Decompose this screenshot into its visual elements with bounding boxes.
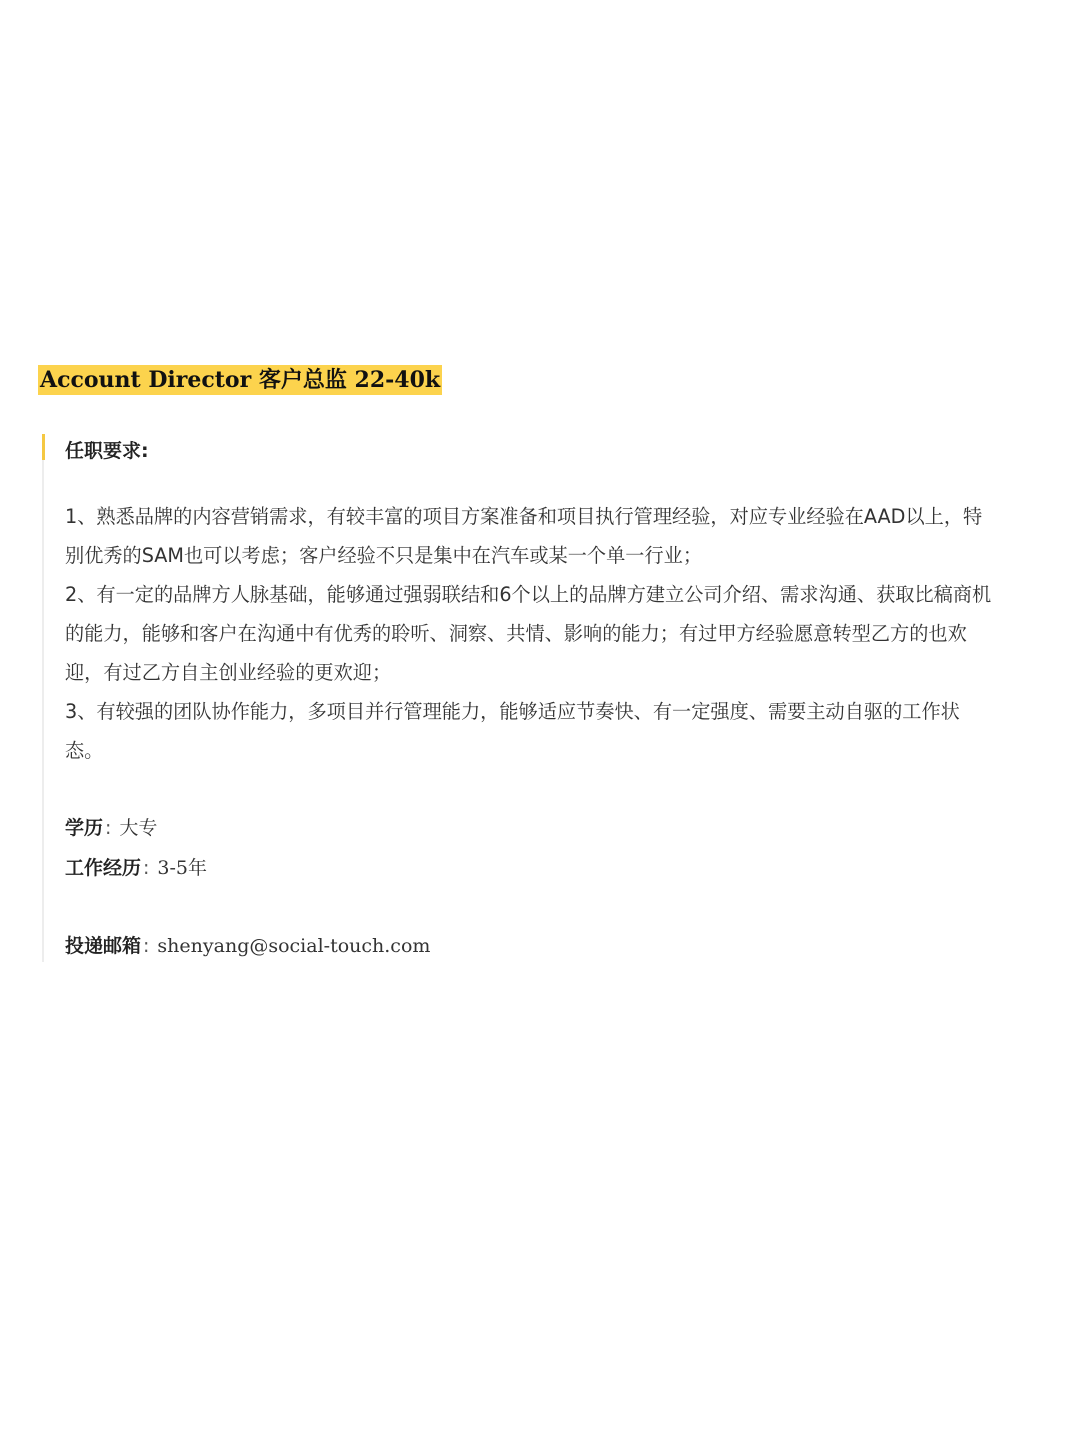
email-row: [65, 933, 430, 959]
email-separator: :: [143, 935, 150, 957]
experience-label: 工作经历: [65, 857, 142, 879]
requirements-list: [65, 497, 995, 770]
education-value: 大专: [119, 817, 158, 839]
accent-bar: [42, 434, 45, 460]
requirement-item-1: 1、熟悉品牌的内容营销需求，有较丰富的项目方案准备和项目执行管理经验，对应专业经验在AAD以上，特别优秀的SAM也可以考虑；客户经验不只是集中在汽车或某一个单一行业；: [65, 505, 983, 567]
requirements-heading: 任职要求:: [65, 440, 149, 462]
requirement-item-2: 2、有一定的品牌方人脉基础，能够通过强弱联结和6个以上的品牌方建立公司介绍、需求沟通、获取比稿商机的能力，能够和客户在沟通中有优秀的聆听、洞察、共情、影响的能力；有过甲方经验愿意转型乙方的也欢迎，有过乙方自主创业经验的更欢迎；: [65, 583, 992, 684]
experience-row: [65, 855, 207, 881]
email-label: 投递邮箱: [65, 935, 142, 957]
requirements-section: [42, 434, 1004, 962]
email-value[interactable]: shenyang@social-touch.com: [157, 935, 431, 957]
education-label: 学历: [65, 817, 104, 839]
experience-value: 3-5年: [157, 857, 208, 879]
experience-separator: :: [143, 857, 150, 879]
education-row: [65, 815, 157, 841]
requirement-item-3: 3、有较强的团队协作能力，多项目并行管理能力，能够适应节奏快、有一定强度、需要主动自驱的工作状态。: [65, 700, 960, 762]
education-separator: :: [105, 817, 112, 839]
job-title: Account Director 客户总监 22-40k: [40, 367, 441, 393]
